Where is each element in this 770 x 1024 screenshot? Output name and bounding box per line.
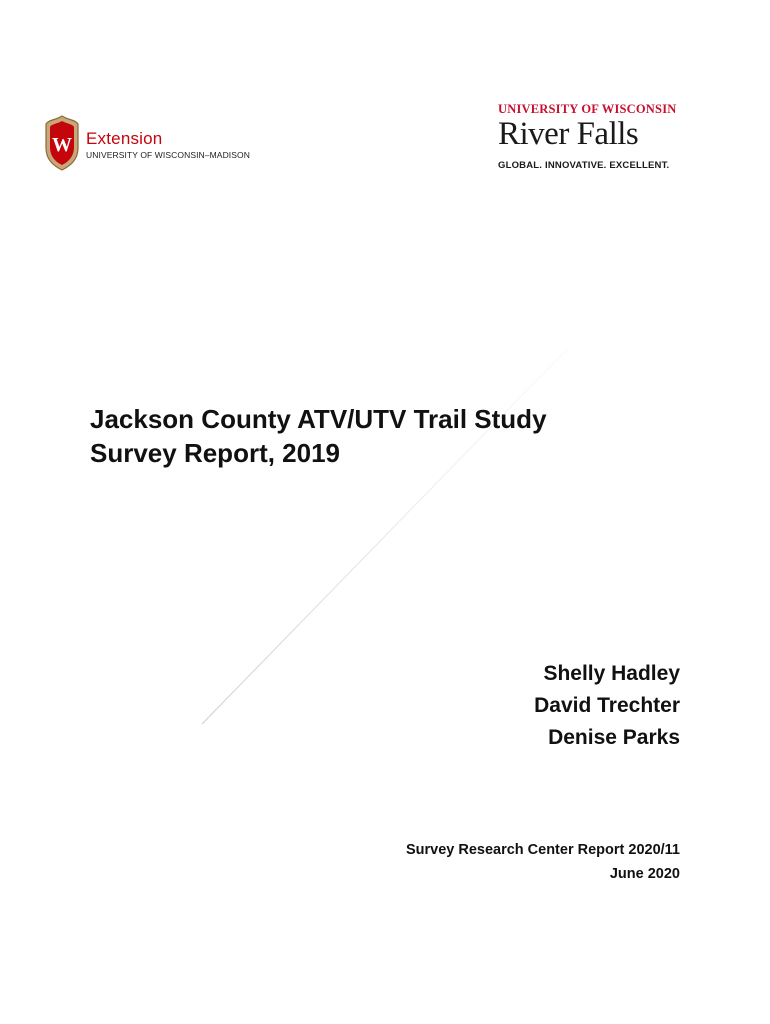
author-name: Shelly Hadley <box>543 662 680 685</box>
report-number: Survey Research Center Report 2020/11 <box>405 842 680 858</box>
report-date: June 2020 <box>609 866 680 882</box>
title-line-1: Jackson County ATV/UTV Trail Study <box>90 404 547 434</box>
extension-subtitle: UNIVERSITY OF WISCONSIN–MADISON <box>86 150 250 160</box>
author-name: David Trechter <box>534 694 680 717</box>
rf-campus-name: River Falls <box>498 116 639 152</box>
report-info <box>406 838 680 886</box>
authors-list <box>534 658 680 754</box>
author-name: Denise Parks <box>548 726 680 749</box>
rf-tagline: GLOBAL. INNOVATIVE. EXCELLENT. <box>498 160 670 171</box>
title-line-2: Survey Report, 2019 <box>90 438 341 468</box>
rf-university-name: UNIVERSITY OF WISCONSIN <box>498 102 677 116</box>
extension-title: Extension <box>86 129 163 148</box>
crest-letter: W <box>52 134 72 156</box>
report-title <box>90 402 547 470</box>
